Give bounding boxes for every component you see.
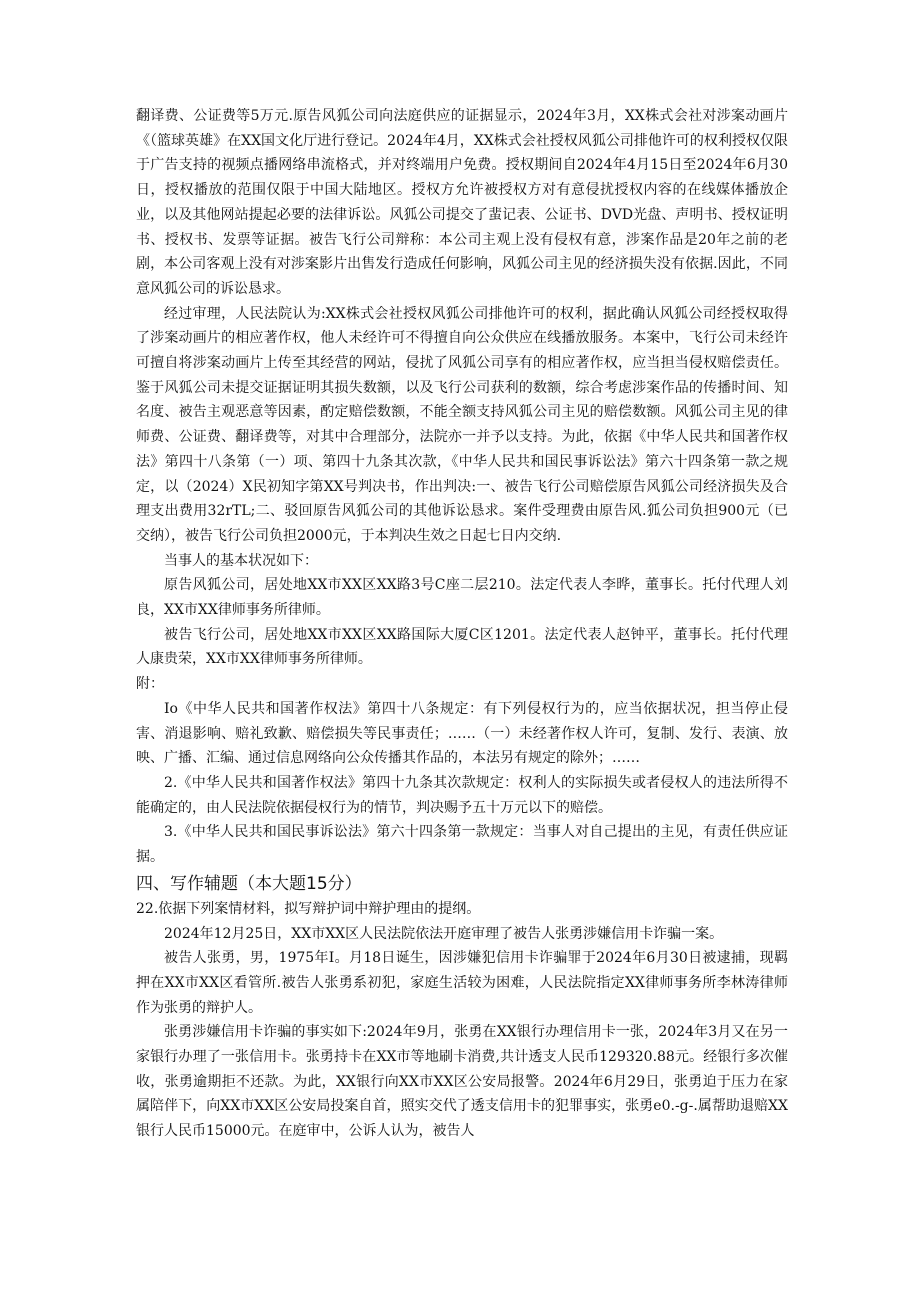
case-paragraph-facts: 张勇涉嫌信用卡诈骗的事实如下:2024年9月，张勇在XX银行办理信用卡一张，2024年3月又在另一家银行办理了一张信用卡。张勇持卡在XX市等地刷卡消费,共计透支人民币129320.88元。经银行多次催收，张勇逾期拒不还款。为此，XX银行向XX市XX区公安局报警。2024年6月29日，张勇迫于压力在家属陪伴下，向XX市XX区公安局投案自首，照实交代了透支信用卡的犯罪事实，张勇e0.-g-.属帮助退赔XX银行人民币15000元。在庭审中，公诉人认为，被告人 [136,1024,788,1140]
appendix-item-2: 2.《中华人民共和国著作权法》第四十九条其次款规定：权利人的实际损失或者侵权人的违法所得不能确定的，由人民法院依据侵权行为的情节，判决赐予五十万元以下的赔偿。 [136,774,788,816]
paragraph-appendix-label: 附： [136,676,164,693]
paragraph-court-opinion: 经过审理，人民法院认为:XX株式会社授权风狐公司排他许可的权利，据此确认风狐公司经授权取得了涉案动画片的相应著作权，他人未经许可不得擅自向公众供应在线播放服务。本案中，飞行公司未经许可擅自将涉案动画片上传至其经营的网站，侵扰了风狐公司享有的相应著作权，应当担当侵权赔偿责任。鉴于风狐公司未提交证据证明其损失数额，以及飞行公司获利的数额，综合考虑涉案作品的传播时间、知名度、被告主观恶意等因素，酌定赔偿数额，不能全额支持风狐公司主见的赔偿数额。风狐公司主见的律师费、公证费、翻译费等，对其中合理部分，法院亦一并予以支持。为此，依据《中华人民共和国著作权法》第四十八条第（一）项、第四十九条其次款，《中华人民共和国民事诉讼法》第六十四条第一款之规定，以（2024）X民初知字第XX号判决书，作出判决:一、被告飞行公司赔偿原告风狐公司经济损失及合理支出费用32rTL;二、驳回原告风狐公司的其他诉讼恳求。案件受理费由原告风.狐公司负担900元（已交纳），被告飞行公司负担2000元，于本判决生效之日起七日内交纳. [136,305,788,544]
case-paragraph-hearing: 2024年12月25日，XX市XX区人民法院依法开庭审理了被告人张勇涉嫌信用卡诈骗一案。 [164,925,724,942]
appendix-item-3: 3.《中华人民共和国民事诉讼法》第六十四条第一款规定：当事人对自己提出的主见，有责任供应证据。 [136,824,788,866]
appendix-item-1: Io《中华人民共和国著作权法》第四十八条规定：有下列侵权行为的，应当依据状况，担当停止侵害、消退影响、赔礼致歉、赔偿损失等民事责任；……（一）未经著作权人许可，复制、发行、表演、放映、广播、汇编、通过信息网络向公众传播其作品的，本法另有规定的除外；…… [136,700,788,767]
paragraph-plaintiff: 原告风狐公司，居处地XX市XX区XX路3号C座二层210。法定代表人李晔，董事长。托付代理人刘良，XX市XX律师事务所律师。 [136,577,788,619]
section-heading: 四、写作辅题（本大题15分） [136,873,362,894]
case-paragraph-defendant: 被告人张勇，男，1975年I。月18日诞生，因涉嫌犯信用卡诈骗罪于2024年6月30日被逮捕，现羁押在XX市XX区看管所.被告人张勇系初犯，家庭生活较为困难，人民法院指定XX律师事务所李林涛律师作为张勇的辩护人。 [136,950,788,1016]
paragraph-parties-intro: 当事人的基本状况如下： [164,552,318,569]
question-22: 22.依据下列案情材料，拟写辩护词中辩护理由的提纲。 [136,900,481,917]
paragraph-evidence: 翻译费、公证费等5万元.原告风狐公司向法庭供应的证据显示，2024年3月，XX株式会社对涉案动画片《（篮球英雄》在XX国文化厅进行登记。2024年4月，XX株式会社授权风狐公司排他许可的权利授权仅限于广告支持的视频点播网络串流格式，并对终端用户免费。授权期间自2024年4月15日至2024年6月30日，授权播放的范围仅限于中国大陆地区。授权方允许被授权方对有意侵扰授权内容的在线媒体播放企业，以及其他网站提起必要的法律诉讼。风狐公司提交了蜚记表、公证书、DVD光盘、声明书、授权证明书、授权书、发票等证据。被告飞行公司辩称：本公司主观上没有侵权有意，涉案作品是20年之前的老剧，本公司客观上没有对涉案影片出售发行造成任何影响，风狐公司主见的经济损失没有依据.因此，不同意风狐公司的诉讼恳求。 [136,108,788,297]
paragraph-defendant: 被告飞行公司，居处地XX市XX区XX路国际大厦C区1201。法定代表人赵钟平，董事长。托付代理人康贵荣，XX市XX律师事务所律师。 [136,626,788,668]
